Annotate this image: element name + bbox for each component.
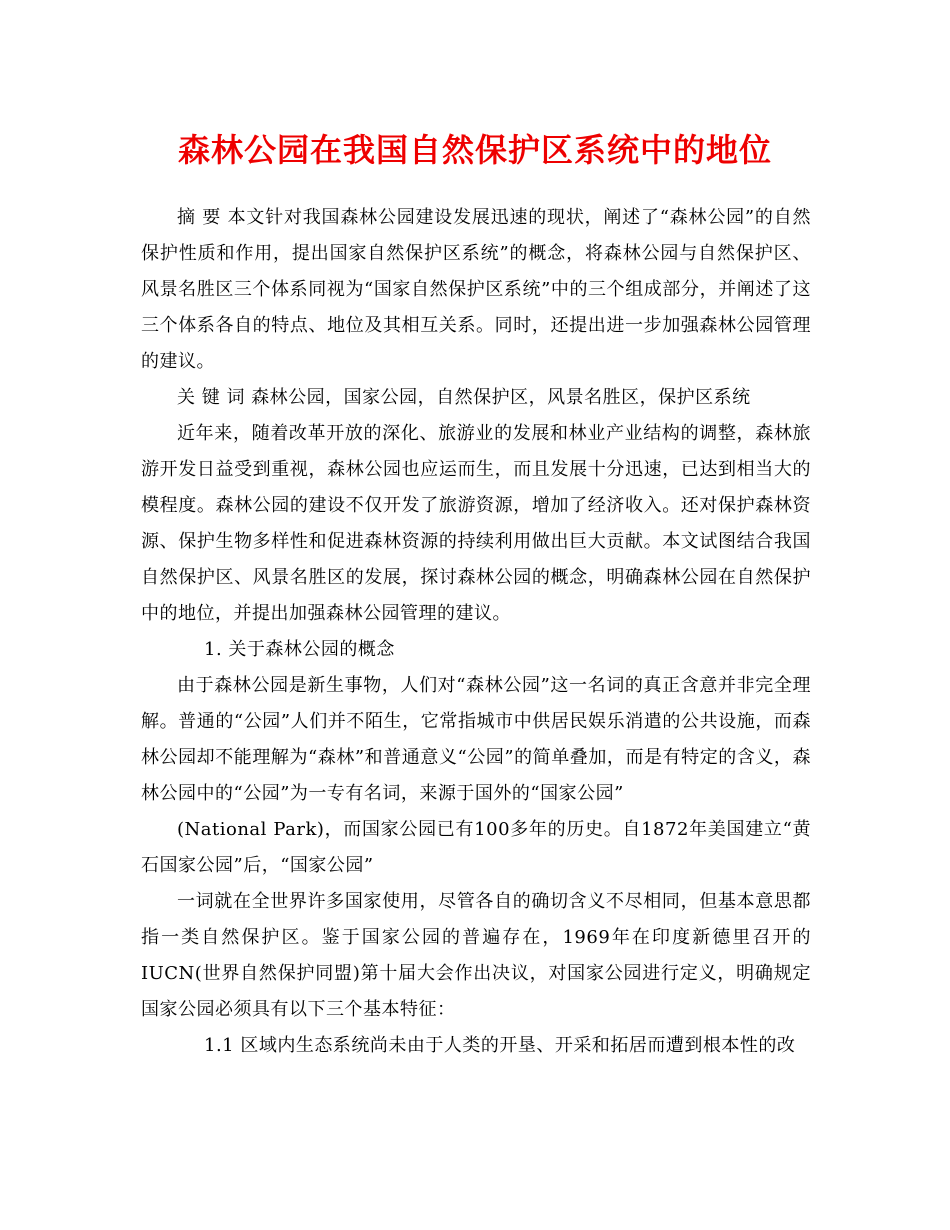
document-body	[141, 200, 811, 1064]
body-paragraph: 一词就在全世界许多国家使用，尽管各自的确切含义不尽相同，但基本意思都指一类自然保护区。鉴于国家公园的普遍存在，1969年在印度新德里召开的IUCN(世界自然保护同盟)第十届大会作出决议，对国家公园进行定义，明确规定国家公园必须具有以下三个基本特征：	[141, 891, 811, 1020]
keywords-paragraph: 关 键 词 森林公园，国家公园，自然保护区，风景名胜区，保护区系统	[177, 387, 751, 408]
abstract-paragraph: 摘 要 本文针对我国森林公园建设发展迅速的现状，阐述了“森林公园”的自然保护性质和作用，提出国家自然保护区系统”的概念，将森林公园与自然保护区、风景名胜区三个体系同视为“国家自然保护区系统”中的三个组成部分，并阐述了这三个体系各自的特点、地位及其相互关系。同时，还提出进一步加强森林公园管理的建议。	[141, 207, 811, 372]
body-paragraph: (National Park)，而国家公园已有100多年的历史。自1872年美国建立“黄石国家公园”后，“国家公园”	[141, 819, 811, 876]
section-heading: 1. 关于森林公园的概念	[204, 639, 395, 660]
document-title: 森林公园在我国自然保护区系统中的地位	[177, 131, 772, 169]
intro-paragraph: 近年来，随着改革开放的深化、旅游业的发展和林业产业结构的调整，森林旅游开发日益受到重视，森林公园也应运而生，而且发展十分迅速，已达到相当大的模程度。森林公园的建设不仅开发了旅游资源，增加了经济收入。还对保护森林资源、保护生物多样性和促进森林资源的持续利用做出巨大贡献。本文试图结合我国自然保护区、风景名胜区的发展，探讨森林公园的概念，明确森林公园在自然保护中的地位，并提出加强森林公园管理的建议。	[141, 423, 811, 624]
body-paragraph: 由于森林公园是新生事物，人们对“森林公园”这一名词的真正含意并非完全理解。普通的“公园”人们并不陌生，它常指城市中供居民娱乐消遣的公共设施，而森林公园却不能理解为“森林”和普通意义“公园”的简单叠加，而是有特定的含义，森林公园中的“公园”为一专有名词，来源于国外的“国家公园”	[141, 675, 811, 804]
subsection-paragraph: 1.1 区域内生态系统尚未由于人类的开垦、开采和拓居而遭到根本性的改	[204, 1035, 796, 1056]
